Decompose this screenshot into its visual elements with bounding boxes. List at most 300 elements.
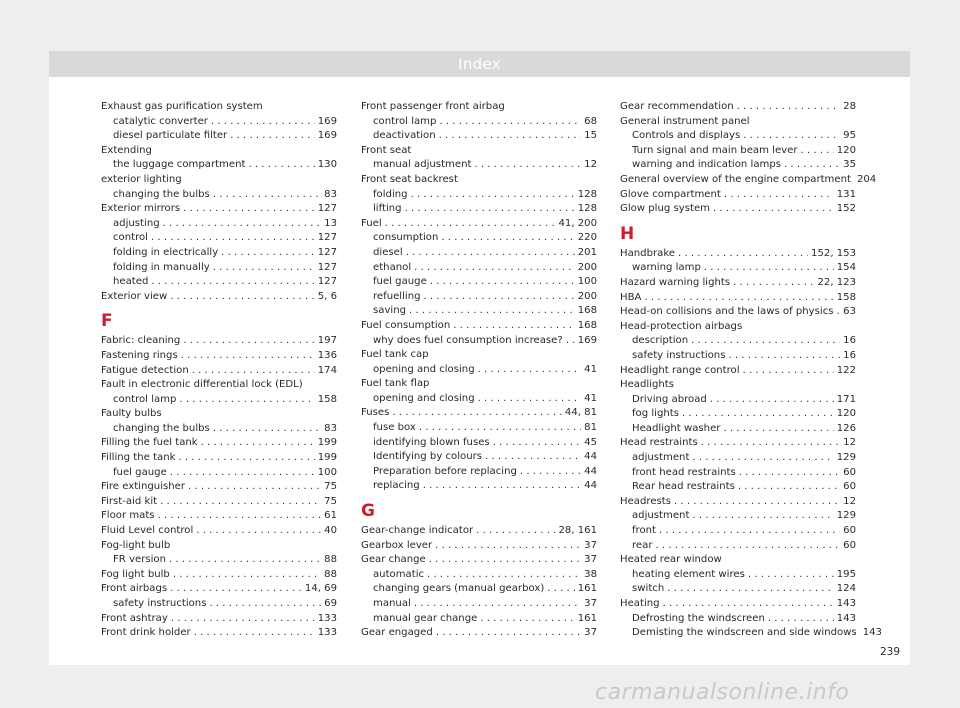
index-page-reference[interactable]: 168: [577, 305, 597, 317]
index-entry: [101, 451, 337, 466]
dot-leader: [435, 539, 581, 554]
index-page-reference[interactable]: 127: [317, 276, 337, 288]
dot-leader: [411, 188, 575, 203]
index-entry: [101, 509, 337, 524]
index-page-reference[interactable]: 5, 6: [317, 290, 337, 302]
watermark: carmanualsonline.info: [595, 680, 850, 705]
dot-leader: [414, 597, 581, 612]
index-page-reference[interactable]: 28, 161: [558, 525, 597, 537]
index-page-reference[interactable]: 169: [317, 130, 337, 142]
index-subentry: [620, 480, 856, 495]
index-entry: [620, 553, 856, 568]
index-term: Front ashtray: [101, 612, 168, 624]
dot-leader: [151, 231, 315, 246]
dot-leader: [566, 334, 575, 349]
dot-leader: [405, 202, 575, 217]
index-page-reference[interactable]: 88: [324, 568, 337, 580]
index-term: heating element wires: [632, 568, 745, 580]
dot-leader: [644, 291, 833, 306]
index-page-reference[interactable]: 143: [836, 598, 856, 609]
index-term: Filling the fuel tank: [101, 437, 198, 449]
index-term: Gear recommendation: [620, 101, 734, 112]
dot-leader: [784, 158, 840, 173]
index-term: Fastening rings: [101, 349, 178, 361]
index-page-reference[interactable]: 161: [577, 583, 597, 595]
index-page-reference[interactable]: 14, 69: [304, 583, 337, 595]
index-page-reference[interactable]: 60: [843, 481, 856, 493]
dot-leader: [188, 480, 321, 495]
index-letter-heading: F: [101, 311, 113, 332]
index-page-reference[interactable]: 63: [843, 306, 856, 318]
index-page-reference[interactable]: 16: [843, 335, 856, 347]
index-term: why does fuel consumption increase?: [373, 334, 563, 346]
index-entry: [620, 305, 856, 320]
index-term: deactivation: [373, 130, 436, 142]
index-term: refuelling: [373, 290, 421, 302]
index-page-reference[interactable]: 201: [577, 246, 597, 258]
dot-leader: [439, 129, 582, 144]
dot-leader: [181, 349, 315, 364]
index-term: Front seat: [361, 144, 412, 156]
index-term: Fog-light bulb: [101, 539, 171, 551]
index-page-reference[interactable]: 44: [584, 480, 597, 492]
index-term: Defrosting the windscreen: [632, 612, 765, 624]
index-term: First-aid kit: [101, 495, 158, 507]
index-term: control lamp: [373, 115, 437, 127]
index-term: Glove compartment: [620, 188, 721, 200]
index-entry: [101, 582, 337, 597]
index-subentry: [101, 129, 337, 144]
index-subentry: [361, 582, 597, 597]
dot-leader: [221, 246, 315, 261]
dot-leader: [478, 363, 582, 378]
dot-leader: [151, 275, 314, 290]
index-entry: [101, 407, 337, 422]
index-page-reference[interactable]: 143: [862, 627, 882, 639]
index-page-reference[interactable]: 16: [843, 349, 856, 361]
index-entry: [101, 349, 337, 364]
dot-leader: [659, 524, 840, 539]
index-term: replacing: [373, 480, 420, 492]
index-page-reference[interactable]: 133: [317, 612, 337, 624]
index-page-reference[interactable]: 12: [584, 159, 597, 171]
index-term: Preparation before replacing: [373, 465, 517, 477]
index-term: Controls and displays: [632, 130, 741, 142]
index-subentry: [361, 392, 597, 407]
index-term: fuse box: [373, 422, 416, 434]
index-page-reference[interactable]: 129: [836, 510, 856, 522]
index-page-reference[interactable]: 129: [836, 452, 856, 464]
page-title: Index: [458, 55, 501, 73]
index-subentry: [361, 479, 597, 494]
index-page-reference[interactable]: 41: [584, 363, 597, 375]
index-column-1: [101, 100, 337, 641]
index-page-reference[interactable]: 83: [324, 188, 337, 200]
dot-leader: [728, 349, 840, 364]
dot-leader: [424, 290, 575, 305]
index-subentry: [361, 436, 597, 451]
index-entry: [101, 539, 337, 554]
index-term: ethanol: [373, 261, 412, 273]
index-page-reference[interactable]: 69: [324, 598, 337, 609]
index-subentry: [101, 553, 337, 568]
index-entry: [620, 202, 856, 217]
index-term: front head restraints: [632, 466, 736, 478]
dot-leader: [158, 509, 322, 524]
index-letter-heading: G: [361, 501, 375, 522]
index-term: opening and closing: [373, 363, 475, 375]
index-term: heated: [113, 276, 149, 288]
index-subentry: [361, 188, 597, 203]
dot-leader: [692, 509, 833, 524]
index-term: Front seat backrest: [361, 173, 458, 185]
index-page-reference[interactable]: 133: [317, 627, 337, 639]
index-page-reference[interactable]: 44: [584, 465, 597, 477]
index-entry: [620, 291, 856, 306]
dot-leader: [738, 480, 840, 495]
dot-leader: [430, 275, 575, 290]
index-term: consumption: [373, 232, 439, 244]
index-page-reference[interactable]: 127: [317, 232, 337, 244]
index-term: Fuel: [361, 217, 382, 229]
index-term: Headlights: [620, 379, 675, 391]
index-term: control: [113, 232, 148, 244]
index-subentry: [620, 393, 856, 408]
index-entry: [101, 144, 337, 159]
dot-leader: [211, 115, 315, 130]
index-entry: [361, 377, 597, 392]
index-subentry: [361, 334, 597, 349]
index-page-reference[interactable]: 204: [856, 173, 877, 185]
index-page-reference[interactable]: 41, 200: [558, 217, 597, 229]
dot-leader: [453, 319, 574, 334]
index-entry: [101, 378, 337, 393]
index-term: Gear change: [361, 554, 426, 566]
index-page-reference[interactable]: 131: [836, 188, 856, 200]
index-page-reference[interactable]: 171: [836, 393, 856, 405]
index-subentry: [620, 582, 856, 597]
index-page-reference[interactable]: 37: [584, 598, 597, 609]
index-page-reference[interactable]: 124: [836, 583, 856, 595]
dot-leader: [248, 158, 314, 173]
dot-leader: [704, 261, 834, 276]
index-page-reference[interactable]: 35: [843, 159, 856, 171]
index-subentry: [361, 261, 597, 276]
index-subentry: [101, 466, 337, 481]
index-entry: [101, 436, 337, 451]
dot-leader: [194, 626, 315, 641]
index-page-reference[interactable]: 41: [584, 392, 597, 404]
index-subentry: [620, 129, 856, 144]
dot-leader: [414, 261, 575, 276]
index-entry: [361, 217, 597, 232]
index-page-reference[interactable]: 127: [317, 203, 337, 215]
index-page-reference[interactable]: 40: [324, 525, 337, 537]
index-page-reference[interactable]: 68: [584, 115, 597, 127]
index-page-reference[interactable]: 28: [843, 101, 856, 112]
index-subentry: [101, 422, 337, 437]
index-page-reference[interactable]: 75: [324, 495, 337, 507]
index-page-reference[interactable]: 12: [843, 495, 856, 507]
index-term: Heated rear window: [620, 554, 722, 566]
index-term: catalytic converter: [113, 115, 208, 127]
index-page-reference[interactable]: 168: [577, 319, 597, 331]
index-header: [49, 51, 910, 77]
dot-leader: [480, 612, 574, 627]
index-subentry: [361, 568, 597, 583]
index-entry: [361, 319, 597, 334]
index-term: folding: [373, 188, 408, 200]
index-term: Fuel consumption: [361, 319, 451, 331]
index-page-reference[interactable]: 75: [324, 481, 337, 493]
index-entry: [101, 334, 337, 349]
index-subentry: [620, 466, 856, 481]
dot-leader: [213, 422, 321, 437]
index-term: opening and closing: [373, 392, 475, 404]
index-page-reference[interactable]: 127: [317, 261, 337, 273]
index-term: Identifying by colours: [373, 451, 483, 463]
index-page-reference[interactable]: 22, 123: [817, 276, 856, 288]
dot-leader: [392, 406, 562, 421]
index-entry: [620, 320, 856, 335]
index-term: identifying blown fuses: [373, 436, 490, 448]
index-term: adjusting: [113, 217, 160, 229]
index-term: Head-protection airbags: [620, 320, 743, 332]
dot-leader: [209, 597, 321, 612]
index-page-reference[interactable]: 174: [317, 364, 337, 376]
index-entry: [620, 436, 856, 451]
index-term: automatic: [373, 568, 425, 580]
index-subentry: [620, 612, 856, 627]
index-page-reference[interactable]: 143: [836, 612, 856, 624]
index-term: Fuel tank cap: [361, 349, 429, 361]
index-term: changing the bulbs: [113, 422, 210, 434]
index-term: General instrument panel: [620, 115, 750, 127]
index-subentry: [620, 509, 856, 524]
dot-leader: [419, 421, 581, 436]
dot-leader: [213, 188, 321, 203]
index-page-reference[interactable]: 197: [317, 335, 337, 347]
dot-leader: [192, 364, 315, 379]
index-page-reference[interactable]: 152, 153: [811, 247, 856, 259]
dot-leader: [692, 451, 833, 466]
index-subentry: [361, 290, 597, 305]
dot-leader: [547, 582, 574, 597]
index-term: Exhaust gas purification system: [101, 101, 263, 112]
index-term: Fuses: [361, 407, 390, 419]
index-term: Fatigue detection: [101, 364, 189, 376]
index-subentry: [620, 626, 882, 641]
index-page-reference[interactable]: 120: [836, 408, 856, 420]
index-entry: [101, 290, 337, 305]
index-page-reference[interactable]: 37: [584, 554, 597, 566]
dot-leader: [427, 568, 581, 583]
dot-leader: [406, 246, 575, 261]
index-term: front: [632, 525, 657, 537]
index-term: warning lamp: [632, 262, 701, 274]
index-term: manual gear change: [373, 612, 478, 624]
index-term: Gear engaged: [361, 627, 433, 639]
dot-leader: [171, 612, 315, 627]
index-entry: [101, 568, 337, 583]
index-subentry: [361, 231, 597, 246]
index-page-reference[interactable]: 128: [577, 203, 597, 215]
dot-leader: [163, 217, 322, 232]
dot-leader: [169, 553, 321, 568]
index-subentry: [101, 393, 337, 408]
dot-leader: [429, 553, 581, 568]
index-term: Driving abroad: [632, 393, 707, 405]
index-subentry: [101, 597, 337, 612]
index-page-reference[interactable]: 44: [584, 451, 597, 463]
index-subentry: [361, 450, 597, 465]
index-page-reference[interactable]: 61: [324, 510, 337, 522]
index-page-reference[interactable]: 136: [317, 349, 337, 361]
dot-leader: [196, 524, 321, 539]
index-entry: [101, 480, 337, 495]
index-page-reference[interactable]: 220: [577, 232, 597, 244]
dot-leader: [423, 479, 581, 494]
index-subentry: [101, 115, 337, 130]
index-page-reference[interactable]: 120: [836, 144, 856, 156]
index-term: saving: [373, 305, 407, 317]
index-page-reference[interactable]: 200: [577, 261, 597, 273]
dot-leader: [178, 451, 314, 466]
index-entry: [361, 144, 597, 159]
index-page-reference[interactable]: 60: [843, 539, 856, 551]
index-entry: [101, 612, 337, 627]
dot-leader: [768, 612, 834, 627]
index-term: changing gears (manual gearbox): [373, 583, 545, 595]
index-page-reference[interactable]: 45: [584, 436, 597, 448]
index-subentry: [361, 275, 597, 290]
index-term: Extending: [101, 144, 152, 156]
index-page-reference[interactable]: 158: [317, 393, 337, 405]
dot-leader: [655, 539, 840, 554]
index-page-reference[interactable]: 38: [584, 568, 597, 580]
index-page-reference[interactable]: 81: [584, 422, 597, 434]
dot-leader: [474, 158, 581, 173]
index-term: switch: [632, 583, 665, 595]
index-page-reference[interactable]: 126: [836, 422, 856, 434]
index-subentry: [361, 465, 597, 480]
dot-leader: [478, 392, 582, 407]
dot-leader: [520, 465, 581, 480]
index-page-reference[interactable]: 199: [317, 437, 337, 449]
index-page-reference[interactable]: 152: [836, 203, 856, 215]
index-page-reference[interactable]: 13: [324, 217, 337, 229]
index-page-reference[interactable]: 95: [843, 130, 856, 142]
index-page-reference[interactable]: 12: [843, 437, 856, 449]
index-page-reference[interactable]: 199: [317, 452, 337, 464]
index-entry: [620, 173, 877, 188]
index-term: Glow plug system: [620, 203, 710, 215]
index-term: manual adjustment: [373, 159, 472, 171]
dot-leader: [691, 334, 840, 349]
index-subentry: [620, 539, 856, 554]
dot-leader: [170, 290, 314, 305]
index-page-reference[interactable]: 122: [836, 364, 856, 376]
index-entry: [620, 597, 856, 612]
index-subentry: [620, 158, 856, 173]
index-term: Gear-change indicator: [361, 525, 474, 537]
index-entry: [361, 539, 597, 554]
index-term: Fire extinguisher: [101, 481, 186, 493]
index-letter-heading: H: [620, 223, 635, 244]
dot-leader: [743, 364, 834, 379]
index-page-reference[interactable]: 60: [843, 525, 856, 537]
index-subentry: [101, 246, 337, 261]
index-entry: [101, 100, 337, 115]
page-number: 239: [880, 646, 901, 658]
index-page-reference[interactable]: 100: [577, 276, 597, 288]
index-entry: [620, 115, 856, 130]
dot-leader: [170, 466, 315, 481]
index-term: exterior lighting: [101, 173, 182, 185]
dot-leader: [485, 450, 581, 465]
index-subentry: [620, 451, 856, 466]
index-entry: [101, 202, 337, 217]
index-page-reference[interactable]: 37: [584, 539, 597, 551]
index-page-reference[interactable]: 37: [584, 627, 597, 639]
index-page-reference[interactable]: 169: [577, 334, 597, 346]
index-term: Fog light bulb: [101, 568, 170, 580]
index-term: Exterior mirrors: [101, 203, 181, 215]
dot-leader: [385, 217, 556, 232]
index-term: FR version: [113, 554, 166, 566]
index-page-reference[interactable]: 44, 81: [564, 407, 597, 419]
index-page-reference[interactable]: 15: [584, 130, 597, 142]
dot-leader: [179, 393, 314, 408]
index-page-reference[interactable]: 128: [577, 188, 597, 200]
index-term: Demisting the windscreen and side windows: [632, 627, 857, 639]
index-page-reference[interactable]: 127: [317, 246, 337, 258]
dot-leader: [476, 524, 555, 539]
index-term: folding in manually: [113, 261, 210, 273]
index-subentry: [620, 261, 856, 276]
index-entry: [101, 173, 337, 188]
index-term: rear: [632, 539, 653, 551]
dot-leader: [183, 334, 314, 349]
index-entry: [620, 364, 856, 379]
index-page-reference[interactable]: 100: [317, 466, 337, 478]
dot-leader: [682, 407, 834, 422]
index-page-reference[interactable]: 195: [836, 568, 856, 580]
index-term: description: [632, 335, 689, 347]
index-page-reference[interactable]: 158: [836, 291, 856, 303]
index-page-reference[interactable]: 83: [324, 422, 337, 434]
index-subentry: [361, 202, 597, 217]
index-term: Floor mats: [101, 510, 155, 522]
index-page-reference[interactable]: 60: [843, 466, 856, 478]
dot-leader: [801, 144, 834, 159]
index-subentry: [101, 158, 337, 173]
index-term: Headlight washer: [632, 422, 721, 434]
index-subentry: [361, 363, 597, 378]
index-subentry: [361, 246, 597, 261]
index-page-reference[interactable]: 161: [577, 612, 597, 624]
index-page-reference[interactable]: 169: [317, 115, 337, 127]
index-term: Front drink holder: [101, 627, 191, 639]
index-page-reference[interactable]: 88: [324, 554, 337, 566]
index-term: safety instructions: [113, 598, 207, 609]
index-entry: [620, 100, 856, 115]
dot-leader: [436, 626, 581, 641]
index-page-reference[interactable]: 154: [836, 262, 856, 274]
dot-leader: [439, 115, 581, 130]
index-page-reference[interactable]: 130: [317, 159, 337, 171]
index-page-reference[interactable]: 200: [577, 290, 597, 302]
